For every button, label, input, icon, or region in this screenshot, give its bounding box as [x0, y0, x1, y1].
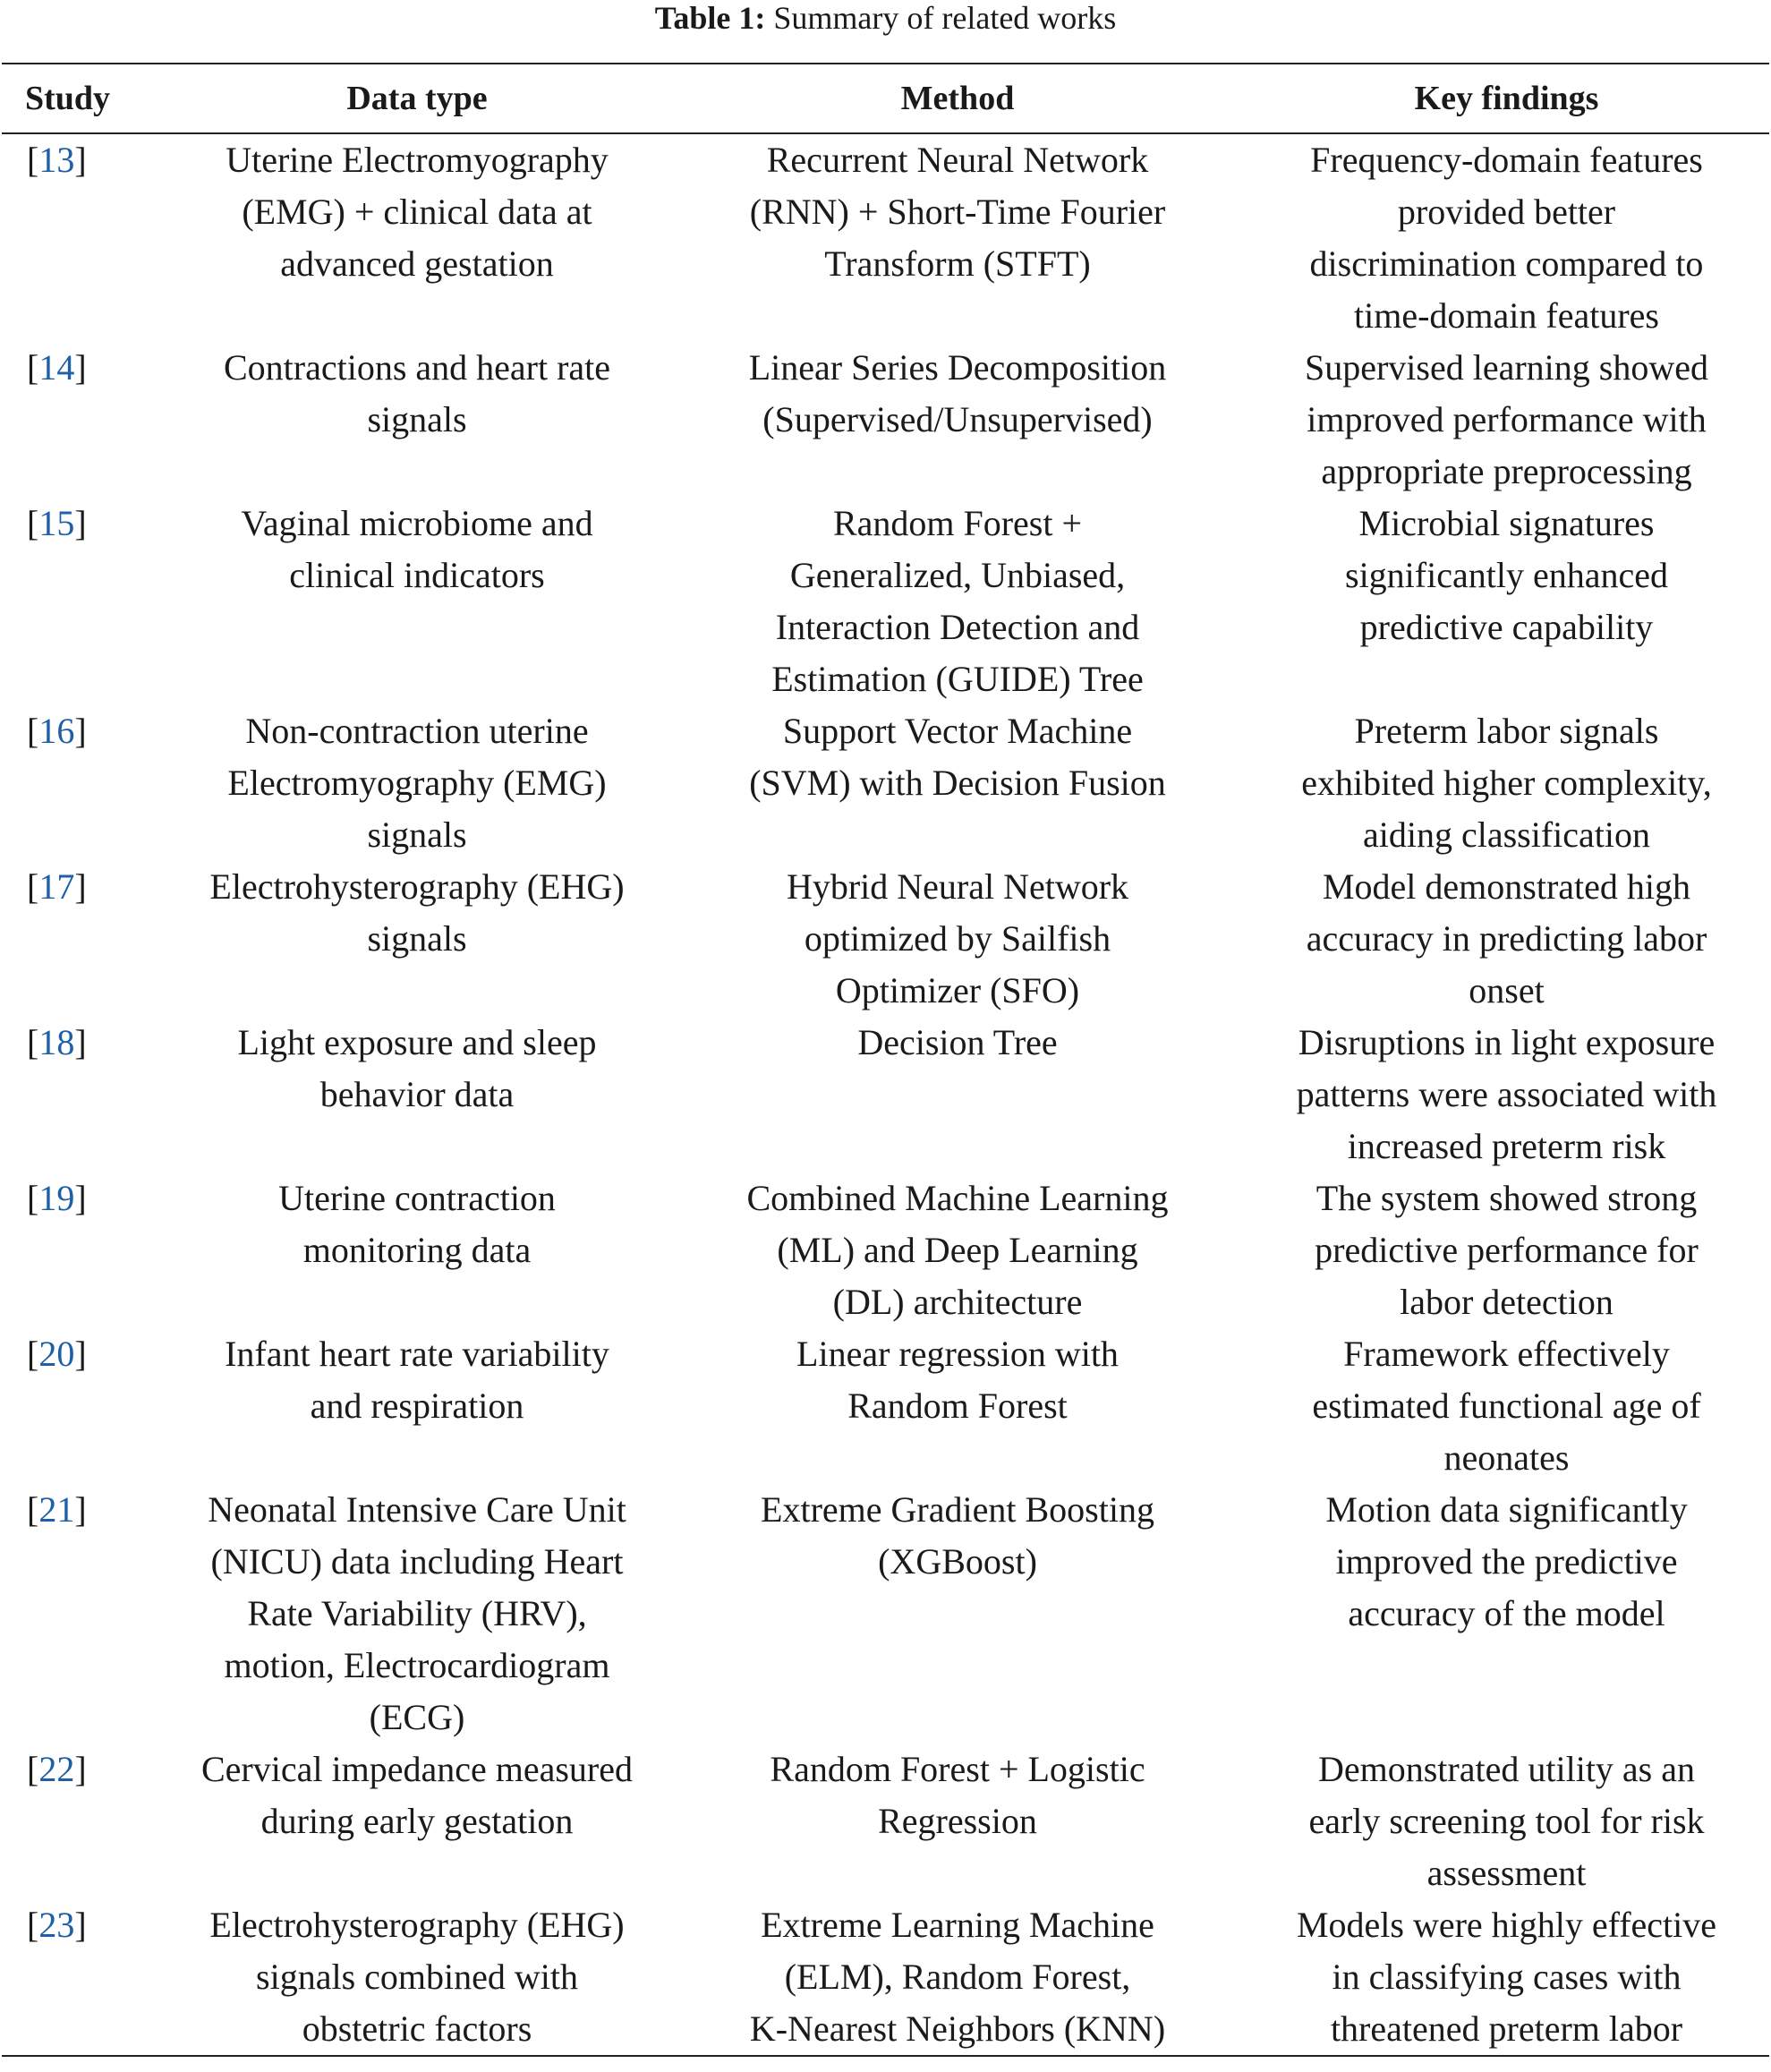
- data-type-cell-line: and respiration: [310, 1386, 524, 1426]
- study-cell: [14]: [27, 347, 87, 388]
- findings-cell-line: accuracy in predicting labor: [1306, 918, 1707, 959]
- table-row: [2, 133, 1769, 342]
- findings-cell-line: predictive performance for: [1315, 1230, 1699, 1270]
- study-cell: [23]: [27, 1905, 87, 1945]
- findings-cell: [1244, 705, 1769, 861]
- data-type-cell-line: Vaginal microbiome and: [241, 503, 593, 543]
- findings-cell-line: appropriate preprocessing: [1321, 451, 1692, 491]
- table-row: [2, 1484, 1769, 1744]
- data-type-cell: [163, 1172, 671, 1328]
- method-cell-line: Random Forest +: [832, 503, 1083, 543]
- method-cell-line: (SVM) with Decision Fusion: [749, 763, 1166, 803]
- header-method: Method: [900, 80, 1015, 117]
- findings-cell: [1244, 1328, 1769, 1484]
- data-type-cell-line: obstetric factors: [302, 2008, 532, 2049]
- caption-label: Table 1:: [654, 0, 766, 36]
- findings-cell-line: Framework effectively: [1343, 1334, 1670, 1374]
- method-cell: [671, 1328, 1244, 1484]
- table-row: [2, 498, 1769, 705]
- table-row: [2, 1744, 1769, 1899]
- findings-cell-line: predictive capability: [1359, 607, 1654, 647]
- data-type-cell-line: signals: [367, 399, 467, 439]
- data-type-cell-line: Infant heart rate variability: [225, 1334, 609, 1374]
- method-cell-line: Generalized, Unbiased,: [789, 555, 1126, 595]
- data-type-cell-line: Electromyography (EMG): [227, 763, 607, 803]
- data-type-cell: [163, 1328, 671, 1484]
- table-row: [2, 705, 1769, 861]
- findings-cell-line: threatened preterm labor: [1330, 2008, 1683, 2049]
- data-type-cell-line: signals: [367, 814, 467, 855]
- data-type-cell-line: Uterine contraction: [278, 1178, 556, 1218]
- table-row: [2, 1172, 1769, 1328]
- findings-cell-line: neonates: [1443, 1437, 1570, 1478]
- method-cell-line: Combined Machine Learning: [746, 1178, 1169, 1218]
- data-type-cell-line: behavior data: [319, 1074, 515, 1114]
- data-type-cell-line: Non-contraction uterine: [245, 711, 589, 751]
- header-row: [2, 64, 1769, 133]
- method-cell-line: Regression: [878, 1801, 1037, 1841]
- data-type-cell: [163, 1484, 671, 1744]
- data-type-cell: [163, 861, 671, 1017]
- data-type-cell-line: advanced gestation: [280, 243, 554, 284]
- findings-cell-line: Model demonstrated high: [1322, 866, 1691, 907]
- study-cell: [17]: [27, 866, 87, 907]
- method-cell-line: (ML) and Deep Learning: [777, 1230, 1138, 1270]
- method-cell: [671, 1172, 1244, 1328]
- data-type-cell: [163, 1899, 671, 2056]
- reference-link[interactable]: 16: [38, 711, 75, 751]
- table-row: [2, 1328, 1769, 1484]
- data-type-cell-line: during early gestation: [260, 1801, 574, 1841]
- method-cell-line: Extreme Learning Machine: [761, 1905, 1154, 1945]
- reference-link[interactable]: 19: [38, 1178, 75, 1218]
- reference-link[interactable]: 13: [38, 140, 75, 180]
- table-row: [2, 861, 1769, 1017]
- data-type-cell-line: (ECG): [369, 1697, 465, 1737]
- method-cell-line: optimized by Sailfish: [804, 918, 1111, 959]
- data-type-cell-line: Light exposure and sleep: [237, 1022, 597, 1062]
- method-cell-line: (DL) architecture: [832, 1282, 1083, 1322]
- data-type-cell-line: Electrohysterography (EHG): [209, 1905, 625, 1945]
- method-cell-line: Random Forest + Logistic: [770, 1749, 1145, 1789]
- findings-cell: [1244, 1172, 1769, 1328]
- table-body: [2, 133, 1769, 2056]
- findings-cell: [1244, 1744, 1769, 1899]
- findings-cell: [1244, 133, 1769, 342]
- findings-cell-line: Motion data significantly: [1325, 1489, 1688, 1530]
- findings-cell-line: discrimination compared to: [1309, 243, 1704, 284]
- findings-cell-line: time-domain features: [1354, 295, 1659, 336]
- reference-link[interactable]: 22: [38, 1749, 75, 1789]
- findings-cell-line: Supervised learning showed: [1304, 347, 1708, 388]
- method-cell: [671, 133, 1244, 342]
- findings-cell-line: Preterm labor signals: [1354, 711, 1659, 751]
- header-study: Study: [25, 80, 111, 117]
- findings-cell-line: patterns were associated with: [1296, 1074, 1717, 1114]
- findings-cell-line: Demonstrated utility as an: [1317, 1749, 1695, 1789]
- data-type-cell-line: Rate Variability (HRV),: [247, 1593, 587, 1633]
- method-cell: [671, 1017, 1244, 1172]
- findings-cell-line: Frequency-domain features: [1310, 140, 1703, 180]
- reference-link[interactable]: 20: [38, 1334, 75, 1374]
- method-cell: [671, 1899, 1244, 2056]
- method-cell-line: (ELM), Random Forest,: [784, 1957, 1131, 1997]
- study-cell: [21]: [27, 1489, 87, 1530]
- data-type-cell-line: monitoring data: [302, 1230, 532, 1270]
- method-cell-line: Estimation (GUIDE) Tree: [771, 659, 1144, 699]
- method-cell: [671, 342, 1244, 498]
- findings-cell-line: provided better: [1397, 192, 1616, 232]
- data-type-cell: [163, 342, 671, 498]
- findings-cell-line: early screening tool for risk: [1308, 1801, 1705, 1841]
- findings-cell-line: in classifying cases with: [1332, 1957, 1682, 1997]
- data-type-cell: [163, 133, 671, 342]
- findings-cell-line: aiding classification: [1362, 814, 1650, 855]
- data-type-cell: [163, 498, 671, 705]
- reference-link[interactable]: 14: [38, 347, 75, 388]
- findings-cell: [1244, 1484, 1769, 1744]
- data-type-cell-line: clinical indicators: [289, 555, 545, 595]
- findings-cell-line: labor detection: [1400, 1282, 1613, 1322]
- reference-link[interactable]: 17: [38, 866, 75, 907]
- study-cell: [18]: [27, 1022, 87, 1062]
- method-cell-line: (XGBoost): [878, 1541, 1037, 1582]
- data-type-cell-line: Electrohysterography (EHG): [209, 866, 625, 907]
- table-caption: [0, 0, 1771, 36]
- table-row: [2, 1899, 1769, 2056]
- findings-cell-line: improved performance with: [1307, 399, 1707, 439]
- findings-cell-line: onset: [1469, 970, 1545, 1010]
- method-cell-line: K-Nearest Neighbors (KNN): [749, 2008, 1166, 2049]
- findings-cell-line: increased preterm risk: [1347, 1126, 1666, 1166]
- findings-cell-line: assessment: [1426, 1853, 1587, 1893]
- data-type-cell-line: (EMG) + clinical data at: [242, 192, 592, 232]
- method-cell-line: Recurrent Neural Network: [766, 140, 1149, 180]
- findings-cell: [1244, 861, 1769, 1017]
- study-cell: [15]: [27, 503, 87, 543]
- findings-cell: [1244, 1017, 1769, 1172]
- method-cell-line: Random Forest: [847, 1386, 1068, 1426]
- method-cell-line: Interaction Detection and: [775, 607, 1140, 647]
- study-cell: [13]: [27, 140, 87, 180]
- data-type-cell: [163, 705, 671, 861]
- data-type-cell-line: Contractions and heart rate: [223, 347, 611, 388]
- findings-cell-line: accuracy of the model: [1348, 1593, 1665, 1633]
- method-cell-line: (RNN) + Short-Time Fourier: [749, 192, 1166, 232]
- findings-cell-line: improved the predictive: [1335, 1541, 1678, 1582]
- reference-link[interactable]: 21: [38, 1489, 75, 1530]
- header-data-type: Data type: [346, 80, 488, 117]
- study-cell: [20]: [27, 1334, 87, 1374]
- caption-text: Summary of related works: [773, 0, 1117, 36]
- method-cell-line: Linear Series Decomposition: [748, 347, 1167, 388]
- findings-cell: [1244, 342, 1769, 498]
- findings-cell-line: Microbial signatures: [1358, 503, 1655, 543]
- method-cell-line: Support Vector Machine: [782, 711, 1133, 751]
- reference-link[interactable]: 15: [38, 503, 75, 543]
- method-cell: [671, 1484, 1244, 1744]
- data-type-cell-line: signals: [367, 918, 467, 959]
- data-type-cell-line: Neonatal Intensive Care Unit: [208, 1489, 626, 1530]
- findings-cell: [1244, 1899, 1769, 2056]
- findings-cell-line: exhibited higher complexity,: [1301, 763, 1712, 803]
- method-cell-line: Decision Tree: [857, 1022, 1058, 1062]
- header-key-findings: Key findings: [1414, 80, 1599, 117]
- method-cell-line: Extreme Gradient Boosting: [761, 1489, 1154, 1530]
- findings-cell-line: Disruptions in light exposure: [1298, 1022, 1716, 1062]
- reference-link[interactable]: 23: [38, 1905, 75, 1945]
- data-type-cell-line: Uterine Electromyography: [226, 140, 609, 180]
- data-type-cell: [163, 1017, 671, 1172]
- findings-cell-line: estimated functional age of: [1312, 1386, 1701, 1426]
- study-cell: [22]: [27, 1749, 87, 1789]
- findings-cell-line: The system showed strong: [1315, 1178, 1698, 1218]
- method-cell-line: (Supervised/Unsupervised): [762, 399, 1153, 439]
- data-type-cell-line: Cervical impedance measured: [201, 1749, 633, 1789]
- method-cell: [671, 861, 1244, 1017]
- data-type-cell-line: signals combined with: [256, 1957, 578, 1997]
- method-cell-line: Transform (STFT): [824, 243, 1091, 284]
- data-type-cell-line: motion, Electrocardiogram: [224, 1645, 610, 1685]
- study-cell: [19]: [27, 1178, 87, 1218]
- method-cell: [671, 498, 1244, 705]
- findings-cell-line: significantly enhanced: [1345, 555, 1668, 595]
- table-row: [2, 1017, 1769, 1172]
- findings-cell-line: Models were highly effective: [1296, 1905, 1717, 1945]
- reference-link[interactable]: 18: [38, 1022, 75, 1062]
- method-cell: [671, 705, 1244, 861]
- method-cell-line: Linear regression with: [796, 1334, 1119, 1374]
- method-cell: [671, 1744, 1244, 1899]
- study-cell: [16]: [27, 711, 87, 751]
- table-row: [2, 342, 1769, 498]
- findings-cell: [1244, 498, 1769, 705]
- data-type-cell-line: (NICU) data including Heart: [210, 1541, 624, 1582]
- data-type-cell: [163, 1744, 671, 1899]
- related-works-table: [2, 63, 1769, 2057]
- method-cell-line: Hybrid Neural Network: [786, 866, 1129, 907]
- method-cell-line: Optimizer (SFO): [835, 970, 1080, 1010]
